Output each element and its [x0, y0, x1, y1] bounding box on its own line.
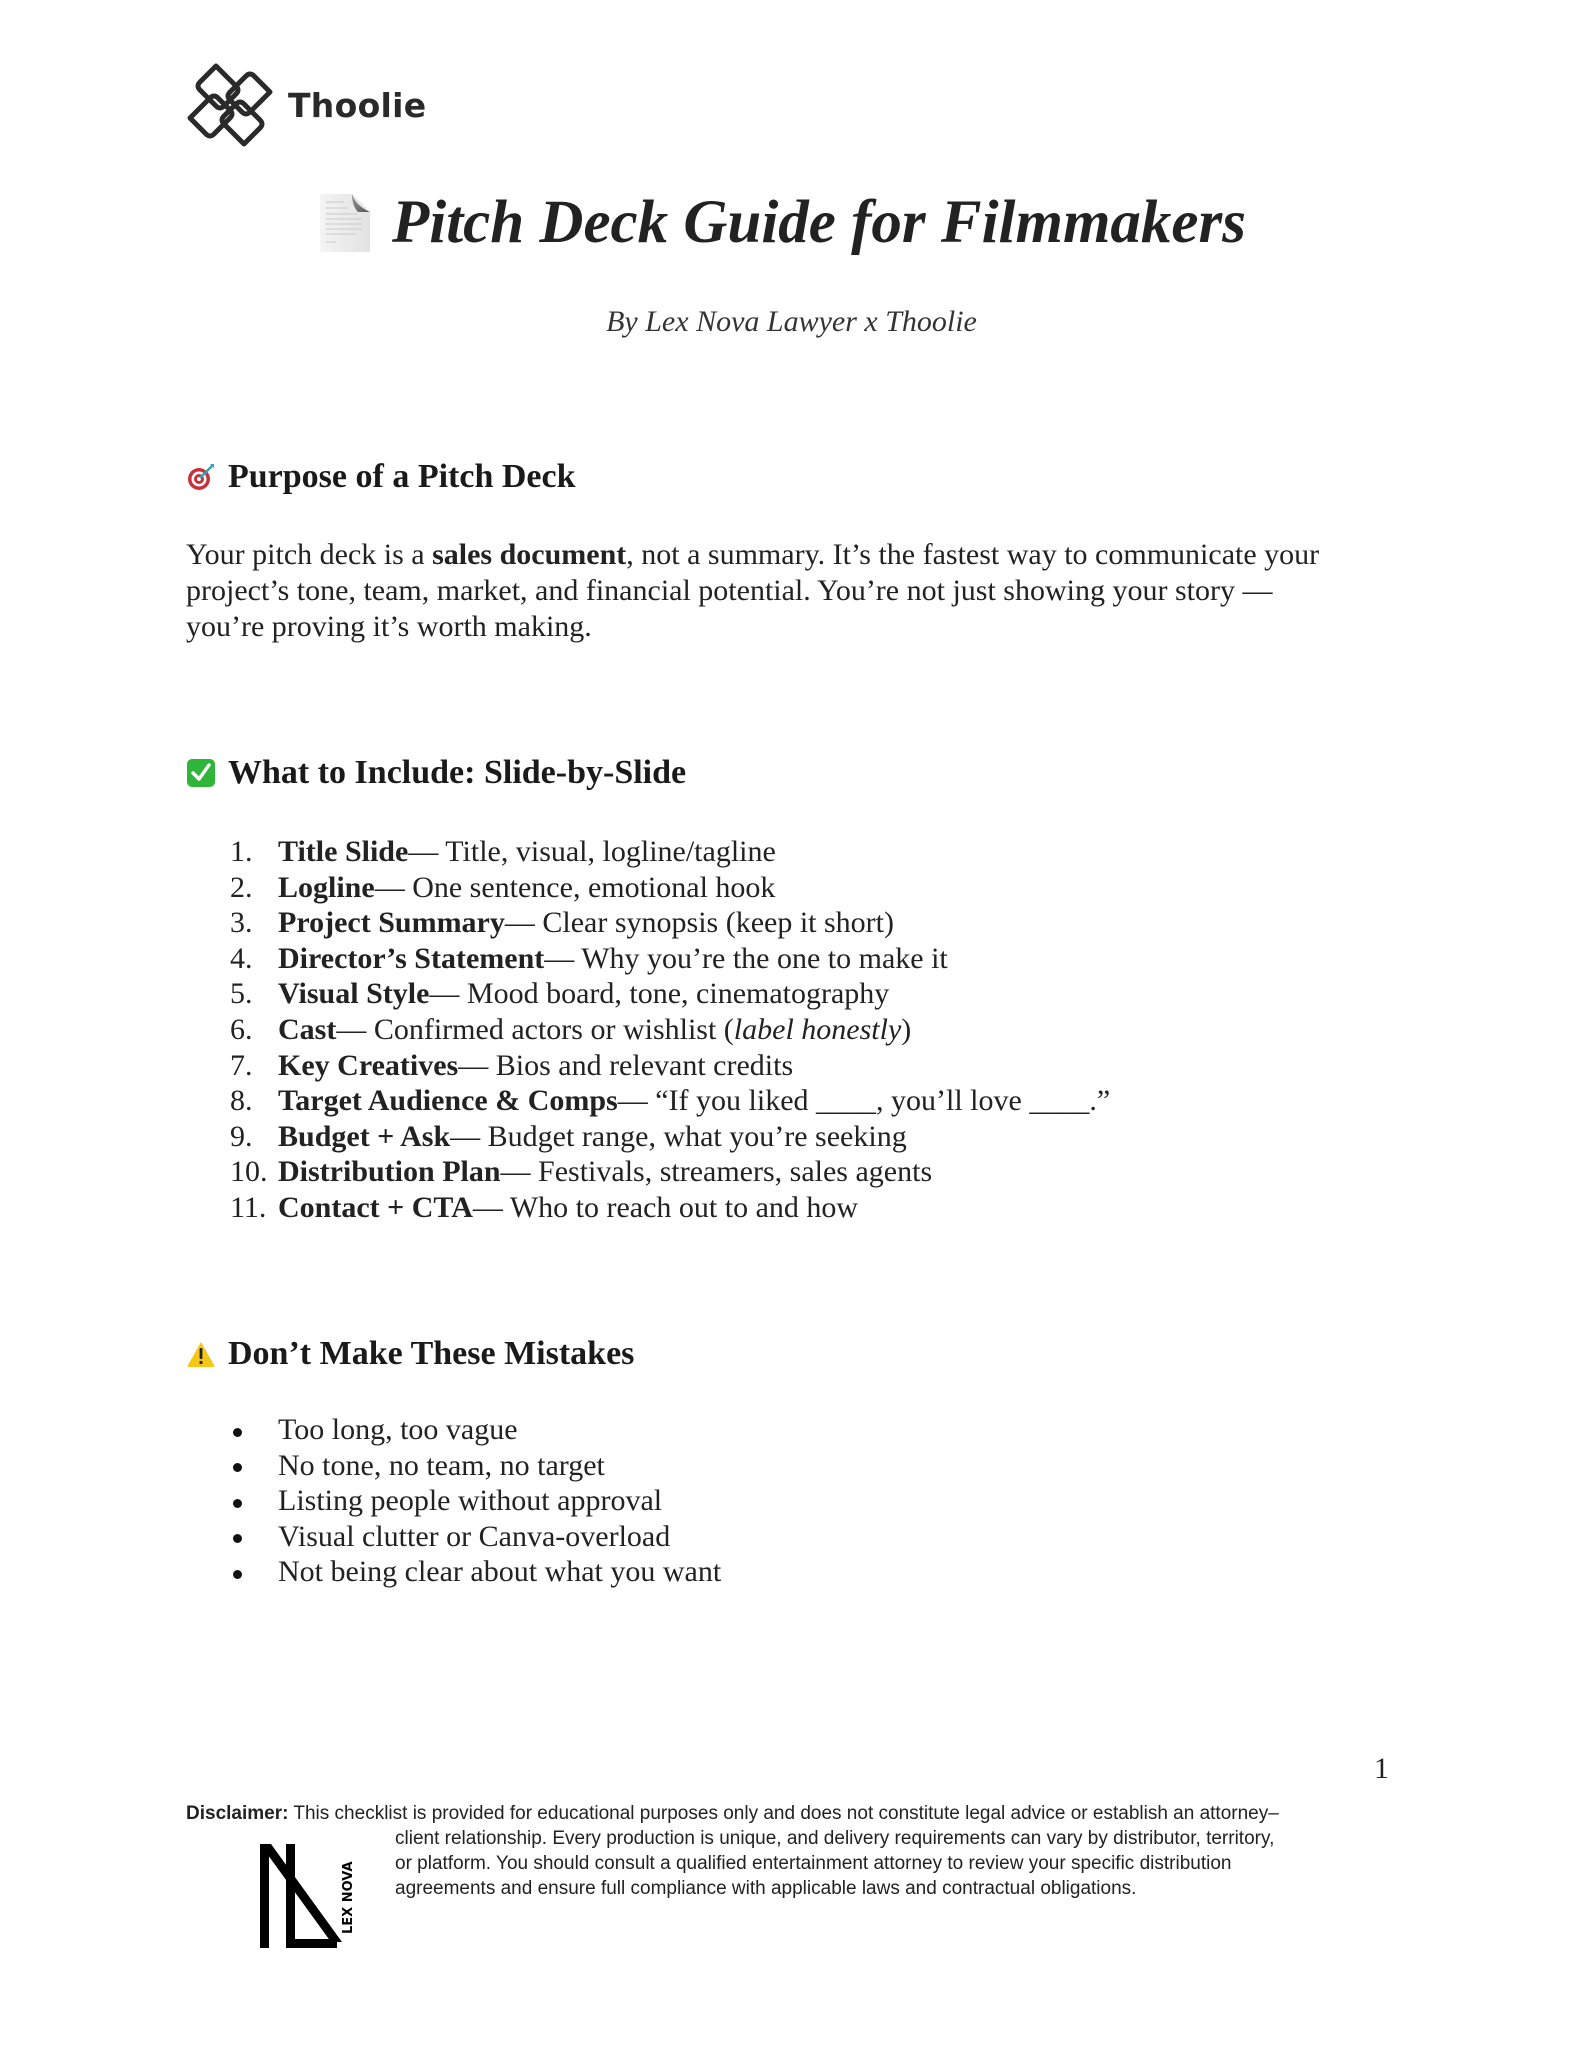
disclaimer-text: or platform. You should consult a qualified entertainment attorney to review your specific distribution — [395, 1853, 1232, 1874]
bullet-icon — [230, 1448, 278, 1484]
item-term: Visual Style — [278, 977, 430, 1011]
disclaimer-text: client relationship. Every production is unique, and delivery requirements can vary by distributor, territory, — [395, 1828, 1275, 1849]
list-item — [230, 941, 1110, 977]
disclaimer-text: This checklist is provided for educational purposes only and does not constitute legal advice or establish an attorney– — [288, 1803, 1279, 1824]
item-number: 11. — [230, 1190, 267, 1224]
bullet-icon — [230, 1554, 278, 1590]
check-box-icon — [186, 758, 216, 788]
brand-name: Thoolie — [288, 85, 427, 125]
list-item — [230, 1483, 721, 1519]
item-text: No tone, no team, no target — [278, 1448, 605, 1482]
item-term: Title Slide — [278, 835, 409, 868]
item-term: Project Summary — [278, 906, 505, 940]
para-bold: sales document — [432, 538, 627, 571]
item-text: Not being clear about what you want — [278, 1555, 722, 1589]
list-item — [230, 870, 1110, 906]
lex-nova-logo — [258, 1842, 366, 1952]
item-desc: — Budget range, what you’re seeking — [450, 1119, 907, 1153]
item-number: 2. — [230, 870, 253, 904]
list-item — [230, 1083, 1110, 1119]
item-number: 1. — [230, 835, 253, 868]
list-item — [230, 1119, 1110, 1155]
thoolie-logo-icon — [186, 60, 276, 150]
list-item — [230, 905, 1110, 941]
item-term: Budget + Ask — [278, 1119, 451, 1153]
item-desc: — Who to reach out to and how — [472, 1190, 859, 1224]
title-row — [318, 188, 1246, 258]
item-term: Contact + CTA — [278, 1190, 473, 1224]
item-term: Distribution Plan — [278, 1155, 501, 1189]
item-desc-italic: label honestly — [733, 1012, 902, 1046]
list-item — [230, 1190, 1110, 1226]
item-number: 6. — [230, 1012, 253, 1046]
item-desc: — “If you liked ____, you’ll love ____.” — [617, 1084, 1111, 1118]
section-heading-include — [186, 754, 686, 792]
item-desc: — Clear synopsis (keep it short) — [504, 906, 894, 940]
item-number: 5. — [230, 977, 253, 1011]
item-desc: — One sentence, emotional hook — [374, 870, 776, 904]
document-icon — [318, 192, 372, 254]
disclaimer-line-1 — [186, 1801, 1279, 1826]
bullet-icon — [230, 1483, 278, 1519]
heading-text: Purpose of a Pitch Deck — [228, 458, 576, 495]
item-text: Visual clutter or Canva-overload — [278, 1519, 671, 1553]
mistakes-list — [230, 1412, 721, 1590]
item-number: 7. — [230, 1048, 253, 1082]
para-line: project’s tone, team, market, and financial potential. You’re not just showing your story — — [186, 574, 1273, 607]
list-item — [230, 1519, 721, 1555]
list-item — [230, 1554, 721, 1590]
item-term: Key Creatives — [278, 1048, 459, 1082]
target-icon — [186, 462, 216, 492]
item-desc: — Confirmed actors or wishlist ( — [336, 1012, 734, 1046]
thoolie-logo — [186, 60, 426, 150]
list-item — [230, 1012, 1110, 1048]
page-number: 1 — [1374, 1752, 1389, 1785]
item-term: Cast — [278, 1012, 337, 1046]
para-line: you’re proving it’s worth making. — [186, 610, 592, 643]
lex-nova-text: LEX NOVA — [341, 1861, 356, 1934]
list-item — [230, 976, 1110, 1012]
item-text: Listing people without approval — [278, 1484, 663, 1518]
item-term: Director’s Statement — [278, 941, 545, 975]
bullet-icon — [230, 1519, 278, 1555]
purpose-paragraph — [186, 537, 1386, 645]
list-item — [230, 1412, 721, 1448]
item-desc-end: ) — [901, 1012, 912, 1046]
item-term: Target Audience & Comps — [278, 1084, 618, 1118]
slide-list — [230, 834, 1110, 1226]
list-item — [230, 1448, 721, 1484]
item-number: 9. — [230, 1119, 253, 1153]
heading-text: Don’t Make These Mistakes — [228, 1335, 635, 1372]
warning-icon — [186, 1339, 216, 1369]
byline: By Lex Nova Lawyer x Thoolie — [606, 305, 977, 338]
item-text: Too long, too vague — [278, 1413, 518, 1446]
item-number: 4. — [230, 941, 253, 975]
item-desc: — Bios and relevant credits — [458, 1048, 794, 1082]
section-heading-mistakes — [186, 1335, 634, 1373]
para-text: Your pitch deck is a — [186, 538, 433, 571]
disclaimer-label: Disclaimer: — [186, 1803, 289, 1824]
heading-text: What to Include: Slide-by-Slide — [228, 754, 687, 791]
disclaimer-body — [395, 1826, 1355, 1901]
para-text: , not a summary. It’s the fastest way to communicate your — [626, 538, 1320, 571]
item-number: 10. — [230, 1155, 268, 1189]
item-desc: — Title, visual, logline/tagline — [408, 835, 776, 868]
item-desc: — Why you’re the one to make it — [544, 941, 948, 975]
item-number: 8. — [230, 1084, 253, 1118]
item-term: Logline — [278, 870, 375, 904]
disclaimer-text: agreements and ensure full compliance with applicable laws and contractual obligations. — [395, 1878, 1137, 1899]
item-desc: — Mood board, tone, cinematography — [429, 977, 890, 1011]
item-number: 3. — [230, 906, 253, 940]
item-desc: — Festivals, streamers, sales agents — [500, 1155, 933, 1189]
list-item — [230, 1048, 1110, 1084]
section-heading-purpose — [186, 458, 576, 496]
list-item — [230, 834, 1110, 870]
bullet-icon — [230, 1412, 278, 1448]
page-title: Pitch Deck Guide for Filmmakers — [392, 189, 1246, 256]
list-item — [230, 1154, 1110, 1190]
